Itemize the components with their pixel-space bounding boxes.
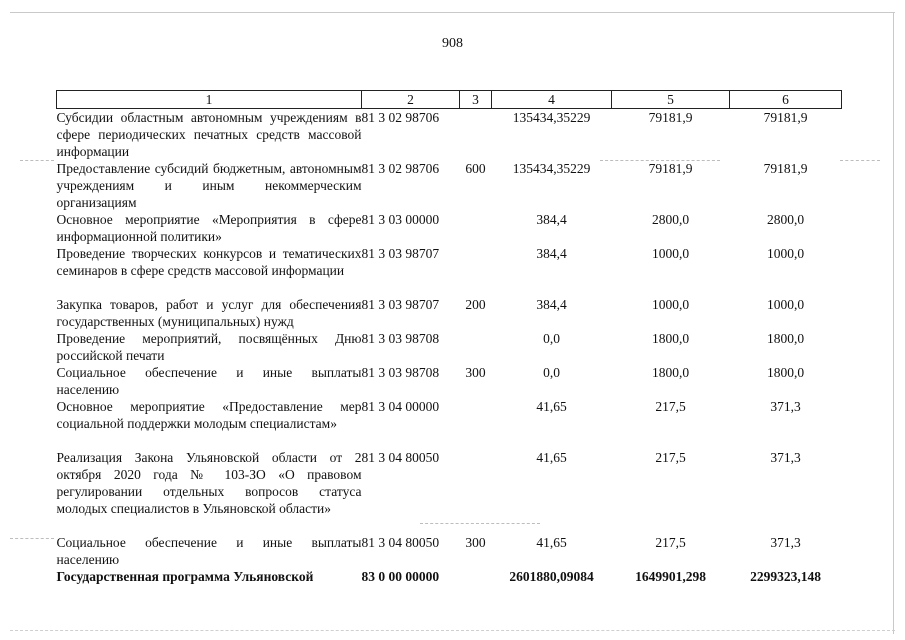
row-code: 83 0 00 00000 xyxy=(361,569,440,584)
table-row xyxy=(57,296,842,330)
row-value-col6: 1000,0 xyxy=(766,297,805,312)
row-value-col5: 79181,9 xyxy=(648,110,693,125)
row-expense-type xyxy=(460,449,492,534)
row-value-col6: 371,3 xyxy=(770,535,801,550)
row-expense-type: 300 xyxy=(465,365,486,380)
row-value-col5: 217,5 xyxy=(655,535,686,550)
row-name: Реализация Закона Ульяновской области от 2 октября 2020 года № 103-ЗО «О правовом регулировании отдельных вопросов статуса молодых специалистов в Ульяновской области» xyxy=(56,450,362,516)
row-name: Социальное обеспечение и иные выплаты населению xyxy=(56,365,362,397)
row-value-col5: 1000,0 xyxy=(651,297,690,312)
table-row xyxy=(57,109,842,161)
scan-artifact xyxy=(20,160,54,161)
scan-edge-bottom xyxy=(10,630,895,631)
row-value-col6: 1800,0 xyxy=(766,365,805,380)
table-body xyxy=(57,109,842,593)
row-expense-type: 200 xyxy=(465,297,486,312)
row-code: 81 3 03 98708 xyxy=(361,331,440,346)
row-value-col6: 1000,0 xyxy=(766,246,805,261)
row-code: 81 3 03 98707 xyxy=(361,297,440,312)
row-code: 81 3 02 98706 xyxy=(361,110,440,125)
row-value-col4: 0,0 xyxy=(543,331,560,346)
row-code: 81 3 04 80050 xyxy=(361,535,440,550)
row-value-col5: 1800,0 xyxy=(651,365,690,380)
scan-edge-top xyxy=(10,12,895,13)
row-value-col4: 41,65 xyxy=(536,535,567,550)
row-value-col6: 79181,9 xyxy=(763,161,808,176)
row-name: Проведение мероприятий, посвящённых Дню российской печати xyxy=(56,331,362,363)
column-header-3: 3 xyxy=(460,91,492,109)
row-name: Проведение творческих конкурсов и тематических семинаров в сфере средств массовой информации xyxy=(56,246,362,278)
row-name: Основное мероприятие «Предоставление мер социальной поддержки молодым специалистам» xyxy=(56,399,362,431)
column-header-4: 4 xyxy=(492,91,612,109)
column-number-row xyxy=(57,91,842,109)
row-expense-type xyxy=(460,330,492,364)
row-name: Государственная программа Ульяновской xyxy=(56,569,314,584)
row-value-col4: 41,65 xyxy=(536,450,567,465)
table-row xyxy=(57,364,842,398)
scan-artifact xyxy=(10,538,54,539)
row-value-col5: 79181,9 xyxy=(648,161,693,176)
budget-table xyxy=(56,90,842,592)
table-row xyxy=(57,330,842,364)
row-value-col5: 2800,0 xyxy=(651,212,690,227)
row-name: Социальное обеспечение и иные выплаты населению xyxy=(56,535,362,567)
column-header-5: 5 xyxy=(612,91,730,109)
row-expense-type xyxy=(460,245,492,296)
row-expense-type xyxy=(460,568,492,592)
row-code: 81 3 03 00000 xyxy=(361,212,440,227)
row-value-col6: 371,3 xyxy=(770,450,801,465)
column-header-1: 1 xyxy=(57,91,362,109)
row-expense-type xyxy=(460,109,492,161)
row-value-col4: 135434,35229 xyxy=(512,110,591,125)
table-row xyxy=(57,534,842,568)
row-code: 81 3 04 80050 xyxy=(361,450,440,465)
row-value-col6: 2299323,148 xyxy=(750,569,821,584)
row-name: Закупка товаров, работ и услуг для обеспечения государственных (муниципальных) нужд xyxy=(56,297,362,329)
row-value-col4: 2601880,09084 xyxy=(509,569,594,584)
table-row xyxy=(57,449,842,534)
row-value-col4: 384,4 xyxy=(536,246,567,261)
row-value-col5: 217,5 xyxy=(655,450,686,465)
table-row xyxy=(57,211,842,245)
row-value-col6: 1800,0 xyxy=(766,331,805,346)
row-value-col6: 2800,0 xyxy=(766,212,805,227)
row-value-col5: 1800,0 xyxy=(651,331,690,346)
row-value-col6: 79181,9 xyxy=(763,110,808,125)
table-row xyxy=(57,245,842,296)
row-name: Предоставление субсидий бюджетным, автономным учреждениям и иным некоммерческим организациям xyxy=(56,161,362,210)
row-expense-type xyxy=(460,211,492,245)
row-value-col4: 0,0 xyxy=(543,365,560,380)
table-row xyxy=(57,568,842,592)
row-value-col6: 371,3 xyxy=(770,399,801,414)
scan-artifact xyxy=(600,160,720,161)
row-value-col5: 1649901,298 xyxy=(635,569,706,584)
row-value-col4: 384,4 xyxy=(536,297,567,312)
scan-edge-right xyxy=(893,12,894,634)
row-value-col4: 384,4 xyxy=(536,212,567,227)
row-expense-type: 600 xyxy=(465,161,486,176)
scan-artifact xyxy=(420,523,540,524)
row-expense-type: 300 xyxy=(465,535,486,550)
row-code: 81 3 04 00000 xyxy=(361,399,440,414)
row-value-col4: 135434,35229 xyxy=(512,161,591,176)
column-header-2: 2 xyxy=(362,91,460,109)
row-value-col5: 1000,0 xyxy=(651,246,690,261)
table-row xyxy=(57,160,842,211)
row-code: 81 3 02 98706 xyxy=(361,161,440,176)
row-code: 81 3 03 98707 xyxy=(361,246,440,261)
row-name: Субсидии областным автономным учреждениям в сфере периодических печатных средств массовой информации xyxy=(56,110,362,159)
page-number: 908 xyxy=(442,36,463,51)
row-value-col4: 41,65 xyxy=(536,399,567,414)
row-expense-type xyxy=(460,398,492,449)
column-header-6: 6 xyxy=(730,91,842,109)
row-name: Основное мероприятие «Мероприятия в сфере информационной политики» xyxy=(56,212,362,244)
scan-artifact xyxy=(840,160,880,161)
table-row xyxy=(57,398,842,449)
row-value-col5: 217,5 xyxy=(655,399,686,414)
row-code: 81 3 03 98708 xyxy=(361,365,440,380)
